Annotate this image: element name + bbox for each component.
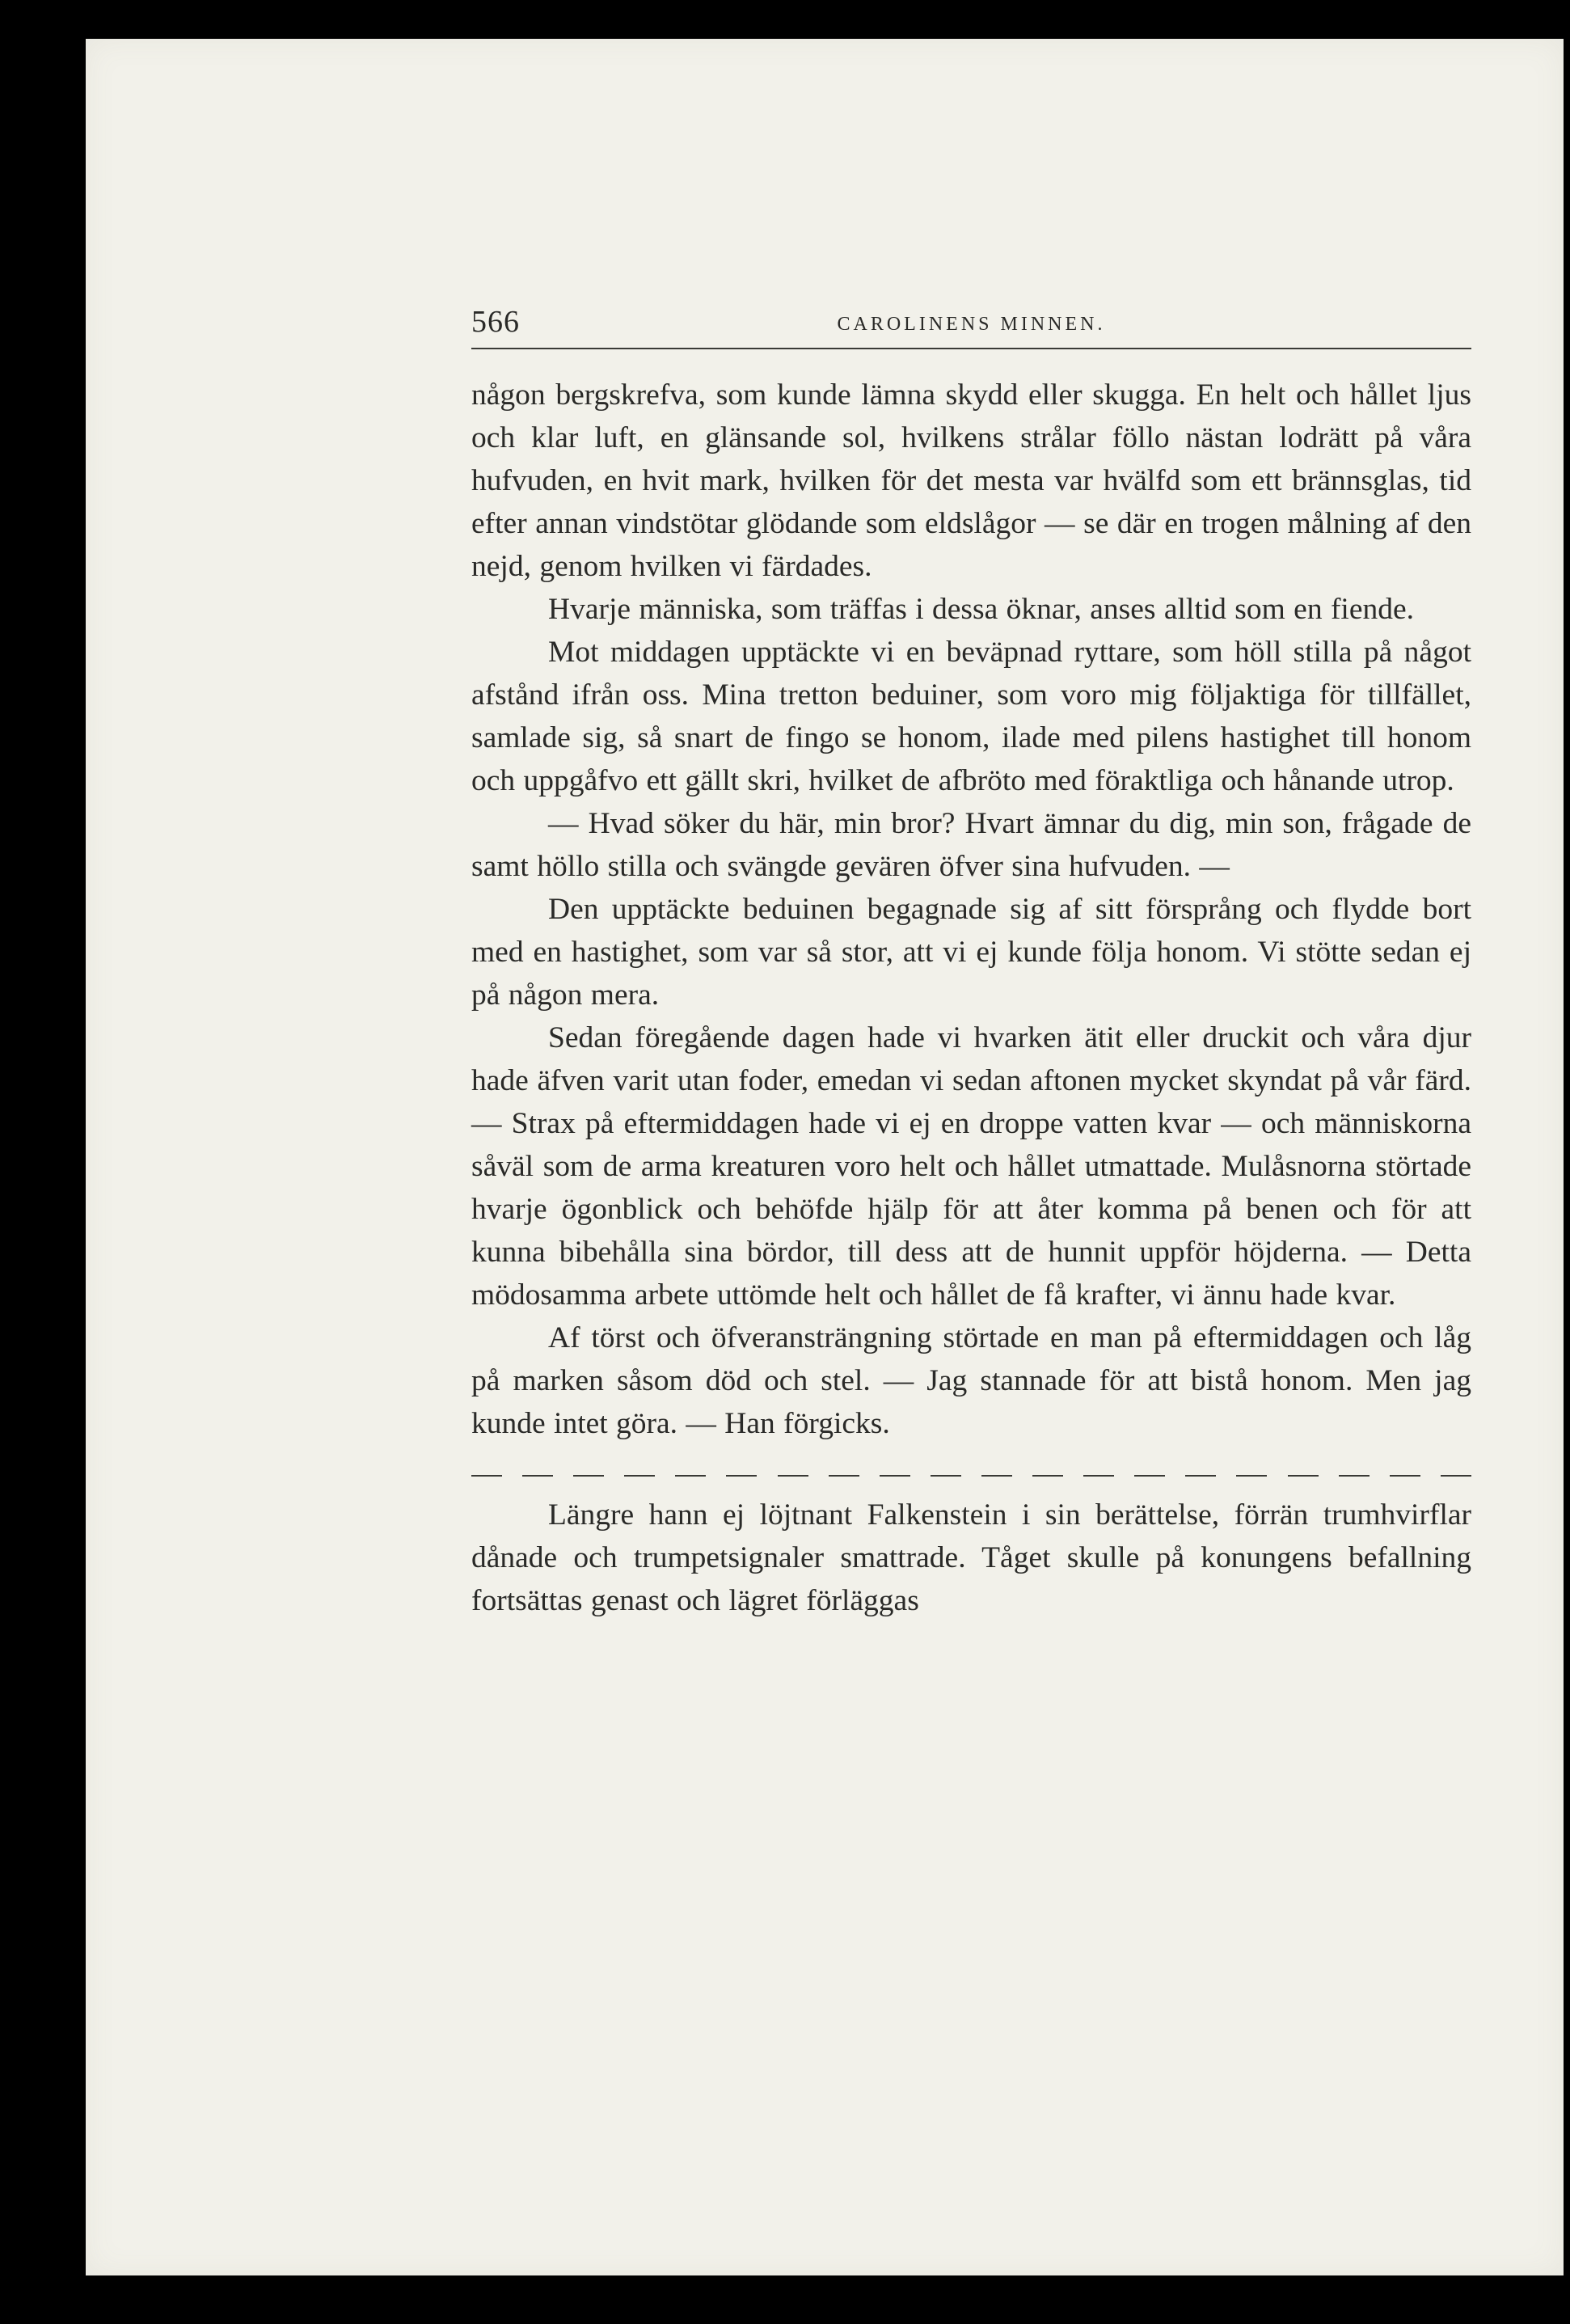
section-break-dash xyxy=(778,1475,808,1477)
section-break-dash xyxy=(726,1475,757,1477)
section-break-dash xyxy=(522,1475,553,1477)
section-break-dash xyxy=(1083,1475,1114,1477)
section-break-dash xyxy=(1032,1475,1063,1477)
section-break-dash xyxy=(471,1475,502,1477)
section-break-dash xyxy=(829,1475,859,1477)
section-break-dash xyxy=(1236,1475,1267,1477)
section-break-dash xyxy=(931,1475,961,1477)
section-break-dash xyxy=(675,1475,706,1477)
text-block xyxy=(471,289,1471,1622)
section-break-dash xyxy=(981,1475,1012,1477)
section-break-dash xyxy=(880,1475,910,1477)
body-text xyxy=(471,374,1471,1622)
section-break-dash xyxy=(1185,1475,1216,1477)
book-page xyxy=(86,39,1564,2275)
section-break-dash xyxy=(1134,1475,1165,1477)
running-head xyxy=(471,289,1471,338)
section-break-dash xyxy=(1288,1475,1319,1477)
paragraph: Den upptäckte beduinen begagnade sig af sitt försprång och flydde bort med en hastighet, som var så stor, att vi ej kunde följa honom. Vi stötte sedan ej på någon mera. xyxy=(471,893,1471,1012)
section-break xyxy=(471,1468,1471,1484)
paragraph: Hvarje människa, som träffas i dessa öknar, anses alltid som en fiende. xyxy=(548,593,1415,626)
section-break-dash xyxy=(1339,1475,1370,1477)
section-break-dash xyxy=(573,1475,604,1477)
section-break-dash xyxy=(1441,1475,1471,1477)
paragraph: — Hvad söker du här, min bror? Hvart ämnar du dig, min son, frågade de samt höllo stilla och svängde gevären öfver sina hufvuden. — xyxy=(471,807,1471,883)
paragraph: Mot middagen upptäckte vi en beväpnad ryttare, som höll stilla på något afstånd ifrån oss. Mina tretton beduiner, som voro mig följaktiga för tillfället, samlade sig, så snart de fingo se honom, ilade med pilens hastighet till honom och uppgåfvo ett gällt skri, hvilket de afbröto med föraktliga och hånande utrop. xyxy=(471,636,1471,797)
closing-paragraph: Längre hann ej löjtnant Falkenstein i sin berättelse, förrän trumhvirflar dånade och trumpetsignaler smattrade. Tåget skulle på konungens befallning fortsättas genast och lägret förläggas xyxy=(471,1498,1471,1617)
page-number: 566 xyxy=(471,305,520,339)
section-break-dash xyxy=(624,1475,655,1477)
paragraph: Sedan föregående dagen hade vi hvarken ätit eller druckit och våra djur hade äfven varit utan foder, emedan vi sedan aftonen mycket skyndat på vår färd. — Strax på eftermiddagen hade vi ej en droppe vatten kvar — och människorna såväl som de arma kreaturen voro helt och hållet utmattade. Mulåsnorna störtade hvarje ögonblick och behöfde hjälp för att åter komma på benen och för att kunna bibehålla sina bördor, till dess att de hunnit uppför höjderna. — Detta mödosamma arbete uttömde helt och hållet de få krafter, vi ännu hade kvar. xyxy=(471,1021,1471,1312)
running-title: CAROLINENS MINNEN. xyxy=(837,314,1106,335)
paragraph: någon bergskrefva, som kunde lämna skydd eller skugga. En helt och hållet ljus och klar luft, en glänsande sol, hvilkens strålar föllo nästan lodrätt på våra hufvuden, en hvit mark, hvilken för det mesta var hvälfd som ett brännsglas, tid efter annan vindstötar glödande som eldslågor — se där en trogen målning af den nejd, genom hvilken vi färdades. xyxy=(471,378,1471,583)
section-break-dash xyxy=(1390,1475,1420,1477)
header-rule xyxy=(471,348,1471,349)
paragraph: Af törst och öfveransträngning störtade en man på eftermiddagen och låg på marken såsom död och stel. — Jag stannade för att bistå honom. Men jag kunde intet göra. — Han förgicks. xyxy=(471,1321,1471,1440)
